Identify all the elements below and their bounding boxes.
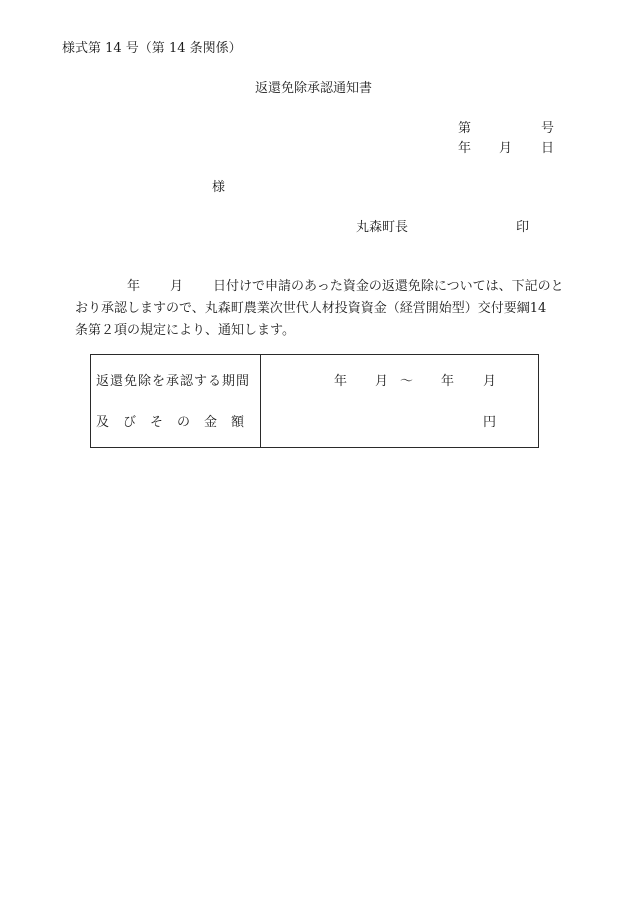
document-title: 返還免除承認通知書 bbox=[255, 81, 373, 96]
body-line-1 bbox=[75, 276, 570, 298]
table-label-period: 返還免除を承認する期間 bbox=[96, 374, 251, 389]
form-number: 様式第 14 号（第 14 条関係） bbox=[62, 41, 242, 56]
date-month: 月 bbox=[499, 141, 513, 156]
body-month: 月 bbox=[170, 279, 184, 294]
body-line-2: おり承認しますので、丸森町農業次世代人材投資資金（経営開始型）交付要綱14 bbox=[75, 301, 547, 316]
body-paragraph bbox=[75, 276, 570, 342]
table-column-divider bbox=[260, 355, 261, 447]
table-label-amount bbox=[96, 416, 258, 429]
period-month-1: 月 bbox=[375, 374, 389, 389]
period-year-1: 年 bbox=[334, 374, 348, 389]
body-line-1-text: 日付けで申請のあった資金の返還免除については、下記のと bbox=[213, 279, 564, 294]
body-line-3: 条第２項の規定により、通知します。 bbox=[75, 323, 295, 338]
sender-name: 丸森町長 bbox=[356, 220, 409, 235]
body-year: 年 bbox=[127, 279, 141, 294]
period-year-2: 年 bbox=[441, 374, 455, 389]
number-suffix: 号 bbox=[541, 121, 555, 136]
period-tilde: ～ bbox=[400, 374, 414, 389]
label-char: そ bbox=[150, 415, 164, 430]
label-char: 及 bbox=[96, 415, 110, 430]
label-char: 金 bbox=[204, 415, 218, 430]
approval-table bbox=[90, 354, 539, 448]
date-day: 日 bbox=[541, 141, 555, 156]
label-char: の bbox=[177, 415, 191, 430]
table-amount-unit: 円 bbox=[483, 415, 497, 430]
date-year: 年 bbox=[458, 141, 472, 156]
label-char: び bbox=[123, 415, 137, 430]
seal-mark: 印 bbox=[516, 220, 530, 235]
addressee-honorific: 様 bbox=[212, 180, 226, 195]
label-char: 額 bbox=[231, 415, 245, 430]
period-month-2: 月 bbox=[483, 374, 497, 389]
number-prefix: 第 bbox=[458, 121, 472, 136]
